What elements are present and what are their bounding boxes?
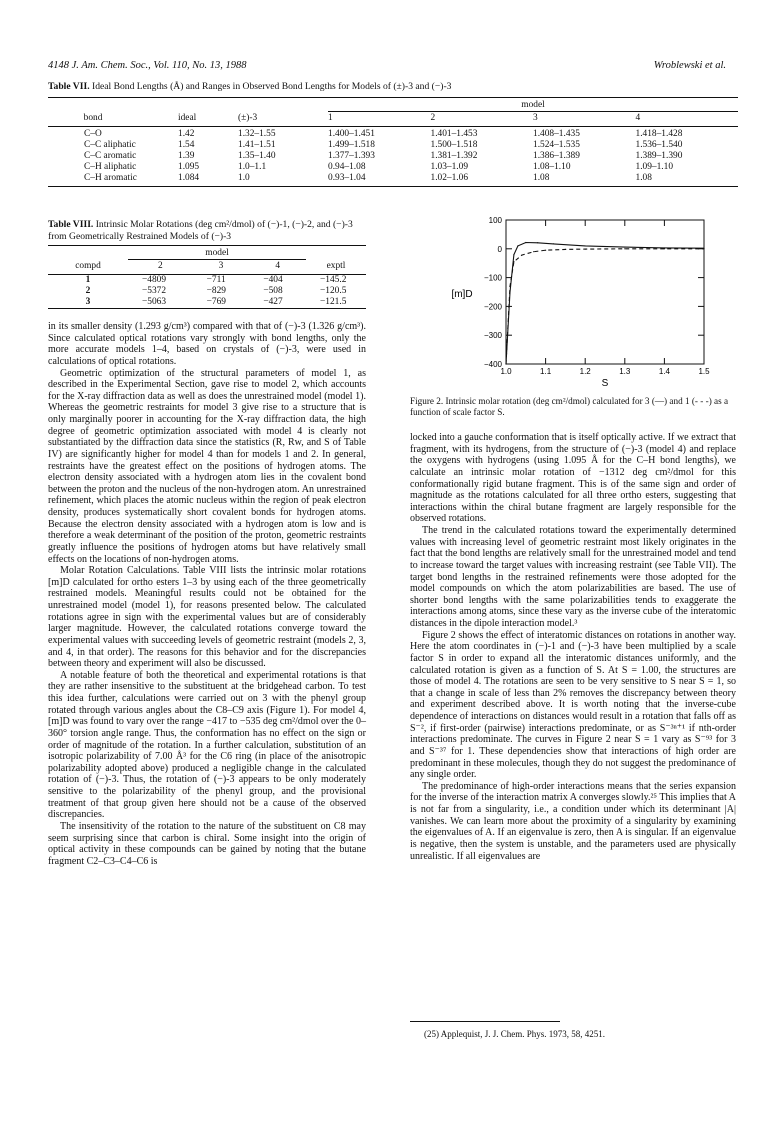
table7-cell: 1.41–1.51: [238, 140, 276, 150]
table8-col-header: exptl: [326, 260, 346, 271]
table7-col-header: 2: [430, 113, 436, 123]
table8-cell: −145.2: [320, 275, 347, 285]
data-point-1: [664, 248, 665, 249]
left-paragraph: The insensitivity of the rotation to the nature of the substituent on C8 may seem surprising since that carbon is chiral. Some insight into the origin of optical activity in these compounds can be gained by noting that the butane fragment C2–C3–C4–C6 is: [48, 820, 366, 867]
table7-cell: 1.03–1.09: [430, 162, 468, 172]
table7-cell: 1.42: [178, 129, 195, 139]
table7-cell: C–C aliphatic: [84, 140, 136, 150]
x-tick-label: 1.1: [540, 367, 552, 376]
table-row: [48, 275, 366, 287]
data-point-1: [545, 250, 546, 251]
left-column: [48, 321, 366, 867]
data-point-1: [585, 248, 586, 249]
table7: [48, 97, 738, 187]
table7-cell: 1.54: [178, 140, 195, 150]
table7-cell: 1.09–1.10: [635, 162, 673, 172]
table8-cell: −4809: [142, 275, 167, 285]
y-tick-label: −200: [483, 302, 502, 312]
table7-col-header: (±)-3: [238, 112, 258, 123]
figure2-caption: Figure 2. Intrinsic molar rotation (deg cm²/dmol) calculated for 3 (—) and 1 (- - -) as a function of scale factor S.: [410, 396, 729, 417]
table-row: [48, 151, 738, 162]
x-tick-label: 1.2: [579, 367, 591, 376]
table-row: [48, 140, 738, 151]
table8-model-header: model: [128, 246, 306, 260]
table8-cell: 3: [85, 297, 91, 307]
data-point-0: [585, 245, 586, 246]
running-header: 4148 J. Am. Chem. Soc., Vol. 110, No. 13, 1988: [48, 60, 247, 71]
table7-cell: C–O: [84, 129, 102, 139]
data-point-0: [553, 243, 554, 244]
table7-col-header: ideal: [178, 112, 197, 123]
table7-cell: 1.524–1.535: [533, 140, 580, 150]
table7-cell: 1.084: [178, 173, 200, 183]
table8-col-header: 3: [218, 261, 224, 271]
table7-cell: 1.08–1.10: [533, 162, 571, 172]
table7-model-header: model: [328, 98, 738, 112]
x-tick-label: 1.4: [658, 367, 670, 376]
table7-cell: 1.381–1.392: [430, 151, 478, 161]
table7-col-header: 3: [533, 113, 538, 123]
y-axis-label: [m]D: [451, 289, 473, 300]
table7-cell: C–H aliphatic: [84, 162, 137, 172]
table-row: [48, 286, 366, 297]
table7-cell: 1.418–1.428: [635, 129, 683, 139]
table8-cell: −5372: [142, 286, 167, 296]
table7-cell: 1.08: [635, 173, 652, 183]
data-point-1: [703, 248, 704, 249]
table8-caption: Table VIII. Intrinsic Molar Rotations (deg cm²/dmol) of (−)-1, (−)-2, and (−)-3 from Geometrically Restrained Models of (−)-3: [48, 219, 353, 242]
table-row: [48, 127, 738, 141]
table7-cell: 1.389–1.390: [635, 151, 683, 161]
table7-cell: C–C aromatic: [84, 151, 137, 161]
figure2-chart: [404, 212, 734, 390]
plot-frame: [506, 220, 704, 364]
y-tick-label: −300: [483, 331, 502, 341]
right-paragraph: The predominance of high-order interactions means that the series expansion for the inverse of the interaction matrix A converges slowly.²⁵ This implies that A is not far from a singularity, i.e., a condition under which its determinant |A| vanishes. We can learn more about the proximity of a singularity by examining the eigenvalues of A. If an eigenvalue is zero, then A is singular. If an eigenvalue is negative, then the system is unstable, and the parameters used are physically unrealistic. If all eigenvalues are: [410, 780, 736, 862]
table7-cell: 1.35–1.40: [238, 151, 276, 161]
footnote-rule: [410, 1021, 560, 1022]
left-paragraph: A notable feature of both the theoretical and experimental rotations is that they are rather insensitive to the substituent at the bridgehead carbon. To test this idea further, calculations were carried out on 3 with the phenyl group rotated through various angles about the C8–C9 axis (Figure 1). For model 4, [m]D was found to vary over the range −417 to −535 deg cm²/dmol over the 0–360° torsion angle range. Thus, the conformation has no effect on the sign or order of magnitude of the rotation. In a further calculation, substitution of an isotropic polarizability of 7.00 Å³ for the C6 ring (in place of the anisotropic polarizability adopted above) produced a negligible change in the calculated rotation of (−)-3. Thus, the rotation of (−)-3 appears to be only moderately sensitive to the polarizability of the phenyl group, and the provisional treatment of that group given here should not be a cause of the observed discrepancies.: [48, 669, 366, 821]
table8-cell: −427: [263, 297, 283, 307]
table8-cell: −120.5: [320, 286, 347, 296]
data-point-1: [505, 363, 506, 364]
table7-cell: 0.93–1.04: [328, 173, 366, 183]
table7-cell: 1.0–1.1: [238, 162, 267, 172]
series-line-1: [506, 249, 704, 364]
table-row: [48, 297, 366, 309]
data-point-0: [624, 246, 625, 247]
data-point-0: [517, 245, 518, 246]
data-point-1: [509, 286, 510, 287]
data-point-1: [533, 251, 534, 252]
left-paragraph: Molar Rotation Calculations. Table VIII lists the intrinsic molar rotations [m]D calculated for ortho esters 1–3 by using each of the three geometrically restrained models. Meaningful results could not be obtained for the unrestrained model (model 1), for reasons presented below. The calculated rotations agree in sign with the experimental values but are of considerably larger magnitude. However, the calculated rotations converge toward the experimental values with succeeding levels of geometric restraint (models 2, 3, and 4, in that order). The reasons for this behavior and for the discrepancies between theory and experiment will also be discussed.: [48, 565, 366, 670]
table7-cell: 1.095: [178, 162, 200, 172]
author-header: Wroblewski et al.: [653, 60, 726, 71]
table7-col-header: bond: [83, 112, 103, 123]
table8-col-header: compd: [75, 260, 101, 271]
table7-cell: 1.0: [238, 173, 250, 183]
table8-cell: −404: [263, 275, 283, 285]
table8-cell: 2: [85, 286, 91, 296]
x-tick-label: 1.5: [698, 367, 710, 376]
table7-cell: 1.499–1.518: [328, 140, 375, 150]
right-column: [410, 432, 736, 862]
table7-col-header: 4: [635, 113, 641, 123]
table7-col-header: 1: [328, 113, 333, 123]
data-point-1: [513, 261, 514, 262]
table7-cell: 1.401–1.453: [430, 129, 478, 139]
table8-cell: −769: [206, 297, 226, 307]
y-tick-label: 0: [497, 244, 502, 254]
data-point-1: [521, 255, 522, 256]
y-tick-label: 100: [488, 216, 502, 225]
right-paragraph: locked into a gauche conformation that is itself optically active. If we extract that fragment, with its hydrogens, from the structure of (−)-3 (model 4) and replace the oxygens with hydrogens (using 1.095 Å for the C–H bond lengths), we calculate an intrinsic molar rotation of −1312 deg cm²/dmol for this conformationally rigid butane fragment. This is of the same sign and order of magnitude as the rotations calculated for all three ortho esters, suggesting that interactions within the chiral butane fragment are largely responsible for the observed rotations.: [410, 432, 736, 525]
left-paragraph: Geometric optimization of the structural parameters of model 1, as described in the Experimental Section, gave rise to model 2, which accounts for the X-ray diffraction data as well as does the unrestrained model (model 1). Whereas the geometric restraints for model 3 give rise to a structure that is only marginally poorer in accounting for the X-ray diffraction data, the high degree of geometric optimization associated with model 4 is clearly not substantiated by the diffraction data since the statistics (R, Rw, and S of Table IV) are significantly higher for model 4 than for models 1 and 2. In general, restraints have the greatest effect on the positions of hydrogen atoms. The electron density associated with a hydrogen atom lies in the covalent bond between the proton and the nucleus of the non-hydrogen atom. An unrestrained refinement, which places the atomic nucleus within the region of peak electron density, produces systematically short covalent bonds for hydrogen atoms. Because the electron density associated with a hydrogen atom is low and is therefore a weak determinant of the position of the proton, geometric restraints greatly influence the positions of hydrogen atoms but have relatively small effects on the locations of non-hydrogen atoms.: [48, 367, 366, 565]
data-point-0: [537, 242, 538, 243]
table8-cell: −508: [263, 286, 283, 296]
table7-cell: 1.08: [533, 173, 550, 183]
series-line-0: [506, 243, 704, 365]
data-point-1: [565, 249, 566, 250]
y-tick-label: −400: [483, 360, 502, 369]
table-row: [48, 173, 738, 187]
table7-cell: 1.32–1.55: [238, 129, 276, 139]
y-tick-label: −100: [483, 273, 502, 283]
table7-cell: 1.400–1.451: [328, 129, 375, 139]
table8-col-header: 2: [157, 261, 163, 271]
table7-caption: Table VII. Ideal Bond Lengths (Å) and Ranges in Observed Bond Lengths for Models of (±)-3 and (−)-3: [48, 81, 452, 92]
table7-cell: 1.39: [178, 151, 195, 161]
table7-cell: 0.94–1.08: [328, 162, 366, 172]
table8-cell: −829: [206, 286, 226, 296]
table8-cell: −711: [206, 275, 226, 285]
right-paragraph: Figure 2 shows the effect of interatomic distances on rotations in another way. Here the atom coordinates in (−)-1 and (−)-3 have been multiplied by a scale factor S in order to expand all the interatomic distances uniformly, and the calculated rotation is given as a function of S. At S = 1.00, the structures are those of model 4. The rotations are seen to be very sensitive to S near S = 1, so that a change in scale of less than 2% removes the discrepancy between theory and experiment described above. It is worth noting that the inverse-cube dependence of interactions on distances would result in a rotation that falls off as S⁻², if first-order (pairwise) interactions predominate, or as S⁻³ⁿ⁺¹ if nth-order interactions predominate. The curves in Figure 2 near S = 1 vary as S⁻⁹³ for 3 and S⁻³⁷ for 1. These dependencies show that interactions of high order are predominant in these molecules, though they do not suggest the predominance of any single order.: [410, 629, 736, 781]
x-tick-label: 1.3: [619, 367, 631, 376]
footnote-25: (25) Applequist, J. J. Chem. Phys. 1973, 58, 4251.: [424, 1029, 606, 1039]
x-axis-label: S: [601, 378, 609, 389]
left-paragraph: in its smaller density (1.293 g/cm³) compared with that of (−)-3 (1.326 g/cm³). Since calculated optical rotations vary strongly with bond lengths, only the more accurate models 1–4, based on crystals of (−)-3, were used in calculations of optical rotations.: [48, 321, 366, 367]
data-point-1: [624, 248, 625, 249]
table8-cell: 1: [85, 275, 91, 285]
table7-cell: 1.377–1.393: [328, 151, 375, 161]
table7-cell: 1.500–1.518: [430, 140, 478, 150]
table8-cell: −121.5: [320, 297, 347, 307]
table8-cell: −5063: [142, 297, 167, 307]
table8-col-header: 4: [275, 261, 280, 271]
data-point-0: [525, 242, 526, 243]
table7-cell: 1.02–1.06: [430, 173, 468, 183]
table7-cell: C–H aromatic: [84, 173, 137, 183]
table-row: [48, 162, 738, 173]
table8: [48, 245, 366, 309]
x-tick-label: 1.0: [500, 367, 512, 376]
table7-cell: 1.386–1.389: [533, 151, 580, 161]
data-point-0: [513, 254, 514, 255]
right-paragraph: The trend in the calculated rotations toward the experimentally determined values with increasing level of geometric restraint most likely originates in the fact that the bond lengths are relatively small for the unrestrained model and tend to increase toward the target values with increasing restraint (see Table VII). The target bond lengths in the restrained refinements were those adopted for the model compounds on which the atom polarizabilities are based. The use of shorter bond lengths with the same polarizabilities tends to exaggerate the interactions among atoms, since these vary as the inverse cube of the interatomic distances in the dipole interaction model.³: [410, 525, 736, 629]
table7-cell: 1.408–1.435: [533, 129, 580, 139]
table7-cell: 1.536–1.540: [635, 140, 683, 150]
